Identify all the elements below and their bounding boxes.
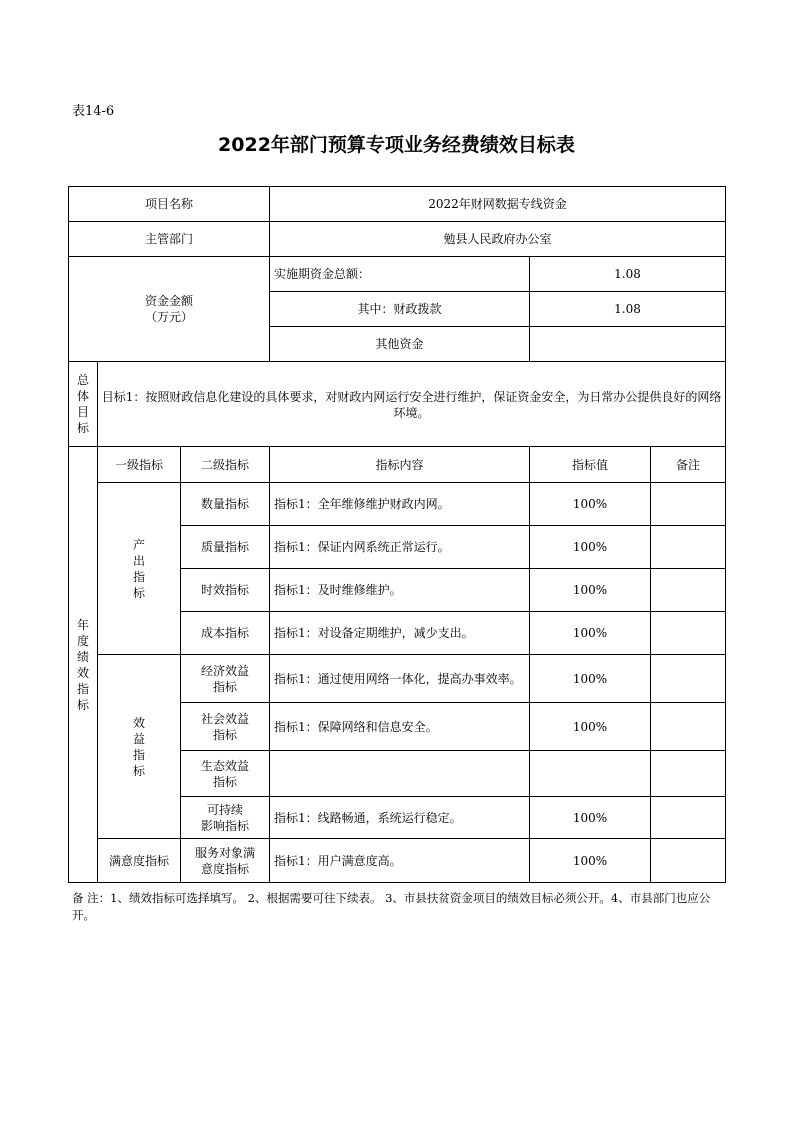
row-level2-text: 服务对象满 意度指标 bbox=[195, 845, 256, 876]
overall-goal-row bbox=[69, 362, 726, 447]
row-content: 指标1：通过使用网络一体化，提高办事效率。 bbox=[270, 655, 530, 703]
header-remark: 备注 bbox=[651, 447, 726, 483]
funds-total-value: 1.08 bbox=[530, 257, 726, 292]
row-level2 bbox=[181, 797, 270, 839]
annual-label bbox=[69, 447, 98, 883]
output-label bbox=[98, 483, 181, 655]
funds-total-row bbox=[69, 257, 726, 292]
row-remark bbox=[651, 483, 726, 526]
table-row bbox=[69, 655, 726, 703]
satisfaction-label: 满意度指标 bbox=[98, 839, 181, 883]
overall-goal-label-text: 总 体 目 标 bbox=[76, 373, 89, 435]
funds-other-value bbox=[530, 327, 726, 362]
row-level2: 成本指标 bbox=[181, 612, 270, 655]
funds-label-text: 资金金额 bbox=[145, 294, 194, 308]
row-value: 100% bbox=[530, 612, 651, 655]
project-label: 项目名称 bbox=[69, 187, 270, 222]
page-title: 2022年部门预算专项业务经费绩效目标表 bbox=[218, 134, 575, 156]
department-label: 主管部门 bbox=[69, 222, 270, 257]
row-remark bbox=[651, 797, 726, 839]
row-remark bbox=[651, 612, 726, 655]
header-content: 指标内容 bbox=[270, 447, 530, 483]
row-level2: 时效指标 bbox=[181, 569, 270, 612]
row-content: 指标1：保障网络和信息安全。 bbox=[270, 703, 530, 751]
row-content: 指标1：及时维修维护。 bbox=[270, 569, 530, 612]
funds-fiscal-label: 其中：财政拨款 bbox=[270, 292, 530, 327]
table-number: 表14-6 bbox=[72, 104, 115, 119]
header-level2: 二级指标 bbox=[181, 447, 270, 483]
row-content: 指标1：对设备定期维护，减少支出。 bbox=[270, 612, 530, 655]
row-remark bbox=[651, 655, 726, 703]
funds-unit: （万元） bbox=[145, 310, 194, 324]
performance-table bbox=[68, 186, 726, 883]
row-value: 100% bbox=[530, 797, 651, 839]
annual-label-text: 年 度 绩 效 指 标 bbox=[76, 617, 89, 712]
funds-other-label: 其他资金 bbox=[270, 327, 530, 362]
table-row bbox=[69, 483, 726, 526]
row-level2: 数量指标 bbox=[181, 483, 270, 526]
header-level1: 一级指标 bbox=[98, 447, 181, 483]
row-level2 bbox=[181, 751, 270, 797]
row-content: 指标1：全年维修维护财政内网。 bbox=[270, 483, 530, 526]
row-value: 100% bbox=[530, 703, 651, 751]
department-row bbox=[69, 222, 726, 257]
row-remark bbox=[651, 569, 726, 612]
row-content bbox=[270, 751, 530, 797]
output-label-text: 产 出 指 标 bbox=[132, 537, 145, 600]
row-level2 bbox=[181, 655, 270, 703]
annual-header-row bbox=[69, 447, 726, 483]
row-content: 指标1：保证内网系统正常运行。 bbox=[270, 526, 530, 569]
project-value: 2022年财网数据专线资金 bbox=[270, 187, 726, 222]
funds-fiscal-value: 1.08 bbox=[530, 292, 726, 327]
row-value: 100% bbox=[530, 526, 651, 569]
overall-goal-label bbox=[69, 362, 98, 447]
benefit-label-text: 效 益 指 标 bbox=[132, 715, 145, 778]
row-content: 指标1：线路畅通，系统运行稳定。 bbox=[270, 797, 530, 839]
row-value: 100% bbox=[530, 839, 651, 883]
row-value: 100% bbox=[530, 569, 651, 612]
header-value: 指标值 bbox=[530, 447, 651, 483]
project-row bbox=[69, 187, 726, 222]
row-level2: 质量指标 bbox=[181, 526, 270, 569]
funds-label bbox=[69, 257, 270, 362]
row-content: 指标1：用户满意度高。 bbox=[270, 839, 530, 883]
funds-total-label: 实施期资金总额： bbox=[270, 257, 530, 292]
row-remark bbox=[651, 526, 726, 569]
row-level2 bbox=[181, 839, 270, 883]
row-remark bbox=[651, 703, 726, 751]
row-level2-text: 经济效益 指标 bbox=[201, 663, 250, 694]
table-row bbox=[69, 839, 726, 883]
row-remark bbox=[651, 751, 726, 797]
department-value: 勉县人民政府办公室 bbox=[270, 222, 726, 257]
row-level2-text: 生态效益 指标 bbox=[201, 758, 250, 789]
overall-goal-text: 目标1：按照财政信息化建设的具体要求，对财政内网运行安全进行维护，保证资金安全，为日常办公提供良好的网络环境。 bbox=[98, 362, 726, 447]
row-value: 100% bbox=[530, 483, 651, 526]
row-level2-text: 可持续 影响指标 bbox=[201, 802, 250, 833]
row-value: 100% bbox=[530, 655, 651, 703]
footnote: 备 注：1、绩效指标可选择填写。 2、根据需要可往下续表。 3、市县扶贫资金项目的绩效目标必须公开。4、市县部门也应公开。 bbox=[72, 891, 711, 922]
benefit-label bbox=[98, 655, 181, 839]
row-remark bbox=[651, 839, 726, 883]
row-level2-text: 社会效益 指标 bbox=[201, 711, 250, 742]
row-value bbox=[530, 751, 651, 797]
row-level2 bbox=[181, 703, 270, 751]
